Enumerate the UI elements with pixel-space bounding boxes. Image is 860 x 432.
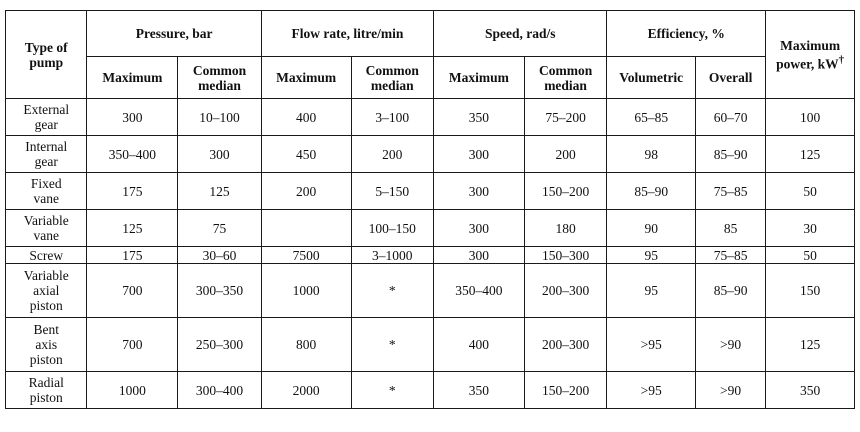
subheader-row: [6, 57, 855, 99]
pressure-median-cell: 75: [178, 210, 262, 247]
pump-type-line: vane: [33, 191, 59, 206]
pressure-max-cell: 350–400: [87, 136, 178, 173]
volumetric-cell: >95: [607, 318, 696, 372]
maximum-power-header: [766, 11, 855, 99]
table-body: [6, 99, 855, 409]
maximum-power-label: Maximum power, kW: [776, 37, 841, 72]
pump-type-cell: [6, 372, 87, 409]
pump-type-line: piston: [29, 352, 63, 367]
pump-type-cell: [6, 173, 87, 210]
speed-max-cell: 350: [434, 372, 525, 409]
overall-header: Overall: [696, 57, 766, 99]
pump-type-line: Variable: [23, 213, 69, 228]
type-of-pump-header: Type of pump: [6, 11, 87, 99]
speed-max-cell: 300: [434, 210, 525, 247]
table-row: [6, 372, 855, 409]
flow-median-cell: *: [351, 372, 434, 409]
table-row: [6, 99, 855, 136]
pump-type-line: gear: [34, 154, 58, 169]
efficiency-header: Efficiency, %: [607, 11, 766, 57]
pump-type-line: External: [23, 102, 70, 117]
pressure-median-header: Common median: [178, 57, 262, 99]
table-row: [6, 318, 855, 372]
flow-median-cell: 200: [351, 136, 434, 173]
pressure-max-cell: 125: [87, 210, 178, 247]
pressure-median-cell: 300–350: [178, 264, 262, 318]
speed-max-cell: 300: [434, 173, 525, 210]
table-row: [6, 264, 855, 318]
volumetric-cell: 98: [607, 136, 696, 173]
table-row: [6, 210, 855, 247]
pump-type-line: Variable: [23, 268, 69, 283]
pressure-max-cell: 300: [87, 99, 178, 136]
speed-median-cell: 200–300: [524, 264, 607, 318]
flow-max-cell: 7500: [261, 247, 351, 264]
max-power-cell: 100: [766, 99, 855, 136]
max-power-cell: 50: [766, 247, 855, 264]
overall-cell: >90: [696, 372, 766, 409]
max-power-cell: 350: [766, 372, 855, 409]
speed-header: Speed, rad/s: [434, 11, 607, 57]
pressure-median-cell: 250–300: [178, 318, 262, 372]
speed-max-cell: 300: [434, 247, 525, 264]
pressure-maximum-header: Maximum: [87, 57, 178, 99]
speed-median-cell: 75–200: [524, 99, 607, 136]
overall-cell: 85–90: [696, 136, 766, 173]
pump-type-line: piston: [29, 390, 63, 405]
flow-max-cell: 400: [261, 99, 351, 136]
pump-type-line: piston: [29, 298, 63, 313]
max-power-cell: 125: [766, 318, 855, 372]
pump-type-cell: [6, 247, 87, 264]
overall-cell: 75–85: [696, 247, 766, 264]
table-row: [6, 173, 855, 210]
flow-max-cell: 2000: [261, 372, 351, 409]
pressure-max-cell: 175: [87, 173, 178, 210]
pump-type-line: Internal: [25, 139, 68, 154]
flow-max-cell: 800: [261, 318, 351, 372]
flow-max-cell: [261, 210, 351, 247]
pump-type-line: Radial: [28, 375, 64, 390]
flow-median-cell: 3–1000: [351, 247, 434, 264]
pressure-max-cell: 700: [87, 264, 178, 318]
pump-type-line: Fixed: [30, 176, 62, 191]
pump-type-line: Screw: [29, 247, 64, 263]
pump-type-cell: [6, 136, 87, 173]
pump-type-cell: [6, 318, 87, 372]
overall-cell: 85: [696, 210, 766, 247]
volumetric-cell: 95: [607, 247, 696, 264]
flow-median-cell: *: [351, 318, 434, 372]
max-power-cell: 125: [766, 136, 855, 173]
speed-max-cell: 350: [434, 99, 525, 136]
overall-cell: >90: [696, 318, 766, 372]
pump-type-cell: [6, 210, 87, 247]
pressure-median-cell: 30–60: [178, 247, 262, 264]
volumetric-cell: 65–85: [607, 99, 696, 136]
pump-type-line: vane: [33, 228, 59, 243]
pump-type-cell: [6, 99, 87, 136]
flow-rate-header: Flow rate, litre/min: [261, 11, 433, 57]
flow-median-header: Common median: [351, 57, 434, 99]
header-row: [6, 11, 855, 57]
pressure-header: Pressure, bar: [87, 11, 261, 57]
flow-maximum-header: Maximum: [261, 57, 351, 99]
pressure-median-cell: 300–400: [178, 372, 262, 409]
flow-max-cell: 200: [261, 173, 351, 210]
max-power-cell: 150: [766, 264, 855, 318]
pressure-median-cell: 300: [178, 136, 262, 173]
max-power-cell: 50: [766, 173, 855, 210]
speed-max-cell: 350–400: [434, 264, 525, 318]
flow-max-cell: 1000: [261, 264, 351, 318]
pump-type-line: gear: [34, 117, 58, 132]
overall-cell: 60–70: [696, 99, 766, 136]
speed-median-cell: 150–300: [524, 247, 607, 264]
pressure-median-cell: 10–100: [178, 99, 262, 136]
speed-max-cell: 400: [434, 318, 525, 372]
flow-max-cell: 450: [261, 136, 351, 173]
flow-median-cell: 5–150: [351, 173, 434, 210]
speed-median-cell: 200: [524, 136, 607, 173]
speed-median-cell: 200–300: [524, 318, 607, 372]
pump-comparison-table: [5, 10, 855, 409]
pump-type-line: Bent: [33, 322, 59, 337]
speed-median-cell: 180: [524, 210, 607, 247]
overall-cell: 75–85: [696, 173, 766, 210]
pressure-max-cell: 700: [87, 318, 178, 372]
speed-median-cell: 150–200: [524, 173, 607, 210]
dagger-mark: †: [838, 53, 845, 66]
speed-max-cell: 300: [434, 136, 525, 173]
pump-type-line: axis: [35, 337, 58, 352]
overall-cell: 85–90: [696, 264, 766, 318]
speed-median-header: Common median: [524, 57, 607, 99]
volumetric-cell: 90: [607, 210, 696, 247]
pump-type-cell: [6, 264, 87, 318]
pump-type-line: axial: [33, 283, 60, 298]
speed-median-cell: 150–200: [524, 372, 607, 409]
pressure-max-cell: 175: [87, 247, 178, 264]
pressure-max-cell: 1000: [87, 372, 178, 409]
flow-median-cell: 100–150: [351, 210, 434, 247]
volumetric-cell: 85–90: [607, 173, 696, 210]
flow-median-cell: *: [351, 264, 434, 318]
volumetric-cell: >95: [607, 372, 696, 409]
flow-median-cell: 3–100: [351, 99, 434, 136]
speed-maximum-header: Maximum: [434, 57, 525, 99]
max-power-cell: 30: [766, 210, 855, 247]
table-row: [6, 136, 855, 173]
volumetric-header: Volumetric: [607, 57, 696, 99]
volumetric-cell: 95: [607, 264, 696, 318]
table-row: [6, 247, 855, 264]
pressure-median-cell: 125: [178, 173, 262, 210]
